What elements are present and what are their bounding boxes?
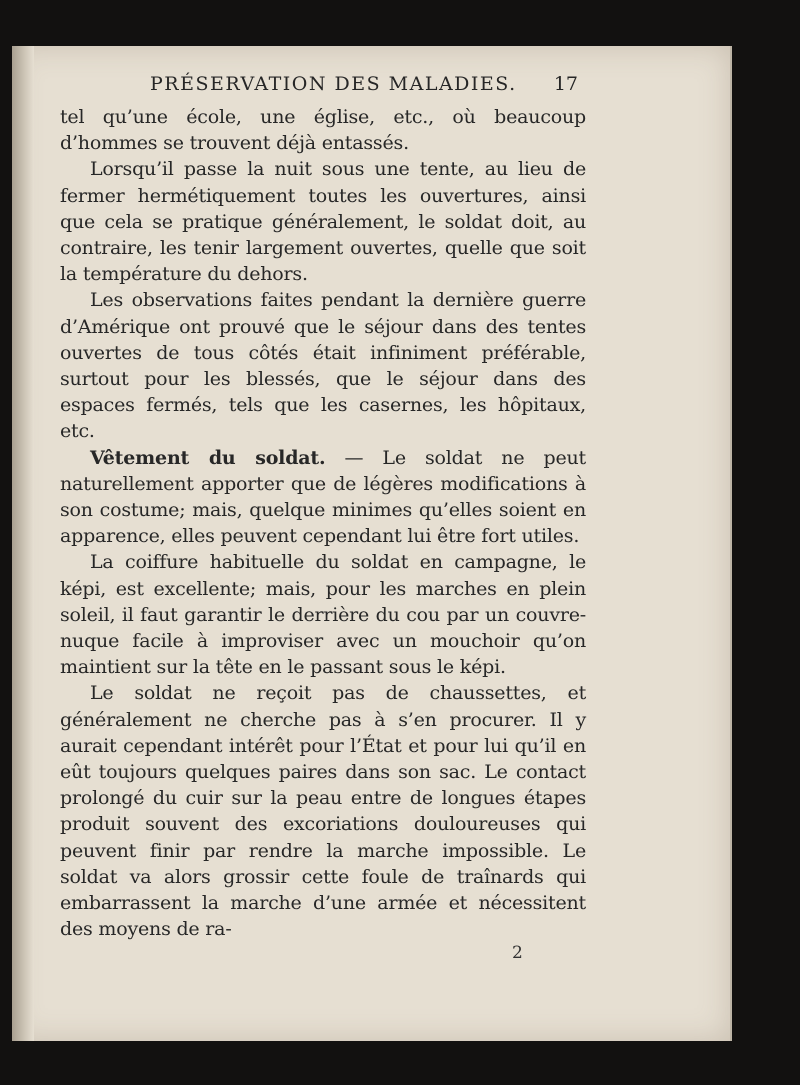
running-header — [150, 73, 578, 101]
paragraph-text: — Le soldat ne peut naturellement apporter que de légères modifications à son costume; mais, quelque minimes qu’elles soient en apparence, elles peuvent cependant lui être fort utiles. — [60, 446, 586, 548]
page-number: 17 — [553, 73, 578, 95]
paragraph: Les observations faites pendant la dernière guerre d’Amérique ont prouvé que le séjour dans des tentes ouvertes de tous côtés était infiniment préférable, surtout pour les blessés, que le séjour dans des espaces fermés, tels que les casernes, les hôpitaux, etc. — [60, 289, 586, 443]
signature-mark: 2 — [512, 943, 523, 963]
paragraph: Le soldat ne reçoit pas de chaussettes, et généralement ne cherche pas à s’en procurer. Il y aurait cependant intérêt pour l’État et pour lui qu’il en eût toujours quelques paires dans son sac. Le contact prolongé du cuir sur la peau entre de longues étapes produit souvent des excoriations douloureuses qui peuvent finir par rendre la marche impossible. Le soldat va alors grossir cette foule de traînards qui embarrassent la marche d’une armée et nécessitent des moyens de ra- — [60, 682, 586, 941]
book-spine — [12, 46, 34, 1041]
paragraph — [60, 445, 586, 550]
section-heading: Vêtement du soldat. — [90, 446, 326, 469]
paragraph: La coiffure habituelle du soldat en campagne, le képi, est excellente; mais, pour les marches en plein soleil, il faut garantir le derrière du cou par un couvre-nuque facile à improviser avec un mouchoir qu’on maintient sur la tête en le passant sous le képi. — [60, 551, 586, 679]
paragraph: tel qu’une école, une église, etc., où beaucoup d’hommes se trouvent déjà entassés. — [60, 106, 586, 155]
paragraph: Lorsqu’il passe la nuit sous une tente, au lieu de fermer hermétiquement toutes les ouvertures, ainsi que cela se pratique généralement, le soldat doit, au contraire, les tenir largement ouvertes, quelle que soit la température du dehors. — [60, 158, 586, 286]
body-text — [60, 104, 586, 943]
running-title: PRÉSERVATION DES MALADIES. — [150, 73, 517, 95]
